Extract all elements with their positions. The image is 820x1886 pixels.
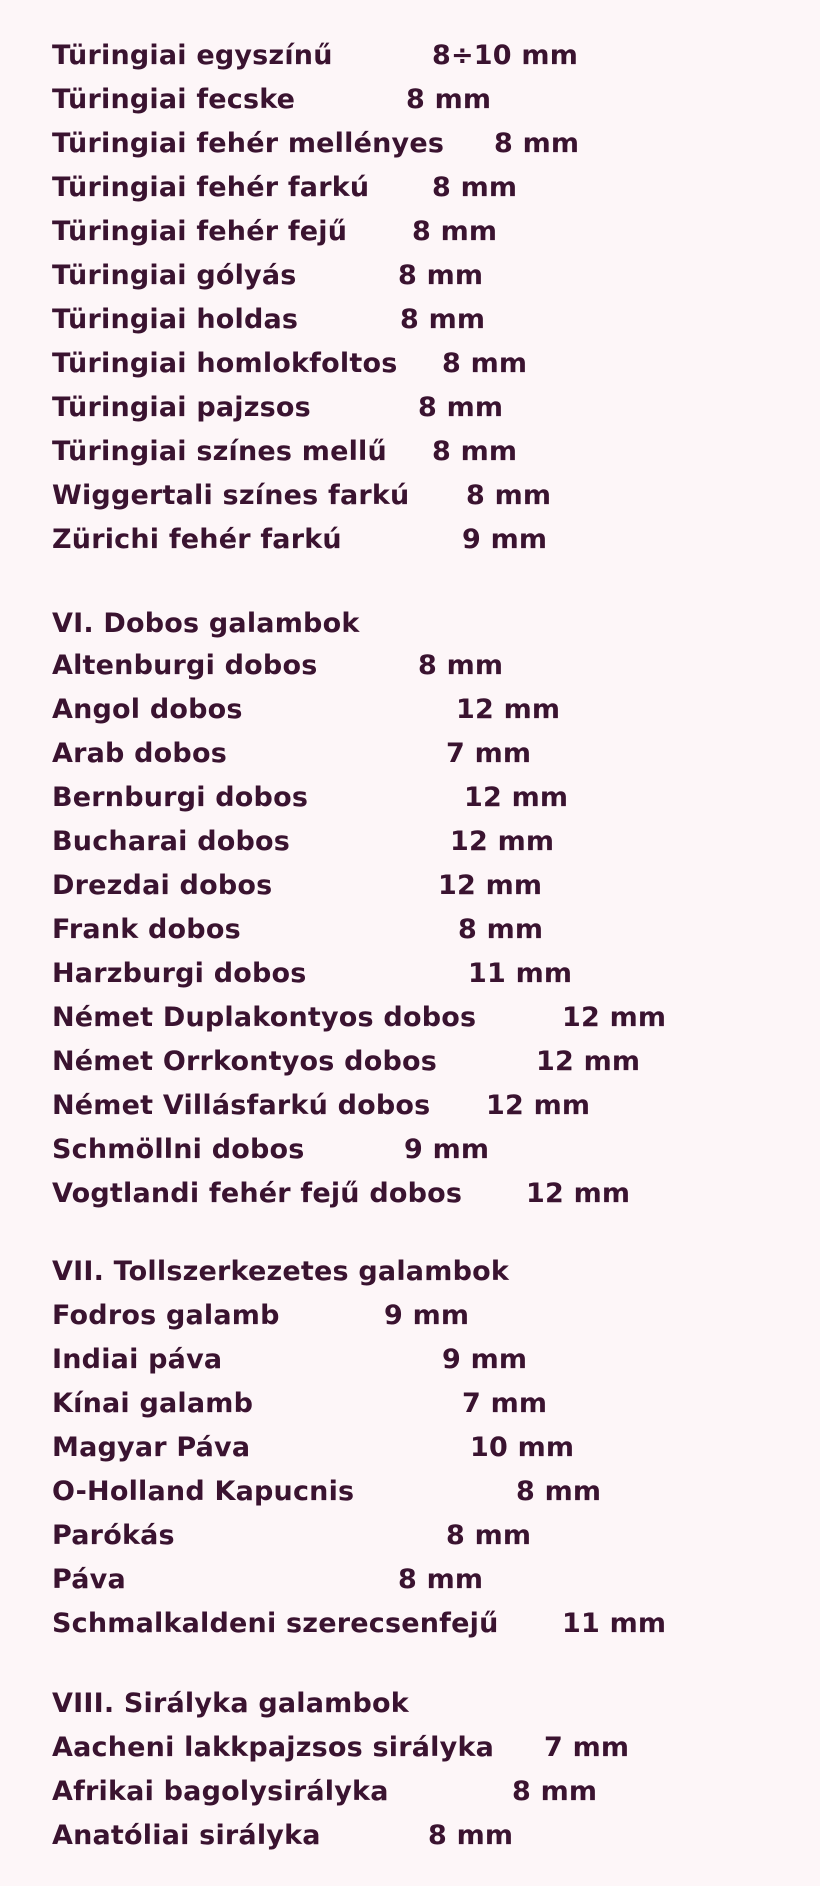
- ring-size: 9 mm: [442, 1344, 528, 1375]
- breed-name: Magyar Páva: [52, 1432, 251, 1463]
- breed-name: Türingiai fecske: [52, 84, 296, 115]
- ring-size: 8 mm: [432, 436, 518, 467]
- breed-name: Parókás: [52, 1520, 175, 1551]
- breed-name: Türingiai fehér mellényes: [52, 128, 445, 159]
- breed-name: Türingiai fehér fejű: [52, 216, 348, 247]
- breed-name: Német Villásfarkú dobos: [52, 1090, 431, 1121]
- breed-name: Anatóliai sirályka: [52, 1820, 321, 1851]
- breed-name: Kínai galamb: [52, 1388, 254, 1419]
- ring-size: 12 mm: [456, 694, 561, 725]
- ring-size: 9 mm: [384, 1300, 470, 1331]
- breed-name: Afrikai bagolysirályka: [52, 1776, 389, 1807]
- breed-name: Vogtlandi fehér fejű dobos: [52, 1178, 463, 1209]
- breed-name: Türingiai egyszínű: [52, 40, 333, 71]
- breed-name: Wiggertali színes farkú: [52, 480, 410, 511]
- ring-size: 8 mm: [428, 1820, 514, 1851]
- ring-size: 8 mm: [446, 1520, 532, 1551]
- ring-size: 11 mm: [468, 958, 573, 989]
- ring-size: 9 mm: [404, 1134, 490, 1165]
- ring-size: 8 mm: [516, 1476, 602, 1507]
- breed-name: Schmalkaldeni szerecsenfejű: [52, 1608, 499, 1639]
- section-heading: VIII. Sirályka galambok: [52, 1688, 409, 1719]
- breed-name: Türingiai pajzsos: [52, 392, 311, 423]
- breed-name: Drezdai dobos: [52, 870, 273, 901]
- breed-name: Schmöllni dobos: [52, 1134, 305, 1165]
- ring-size: 8 mm: [494, 128, 580, 159]
- breed-name: Indiai páva: [52, 1344, 223, 1375]
- ring-size: 12 mm: [486, 1090, 591, 1121]
- ring-size: 10 mm: [470, 1432, 575, 1463]
- section-heading: VII. Tollszerkezetes galambok: [52, 1256, 509, 1287]
- breed-name: Frank dobos: [52, 914, 241, 945]
- ring-size: 8 mm: [418, 650, 504, 681]
- ring-size: 11 mm: [562, 1608, 667, 1639]
- breed-name: Német Orrkontyos dobos: [52, 1046, 437, 1077]
- ring-size: 8 mm: [442, 348, 528, 379]
- ring-size: 12 mm: [450, 826, 555, 857]
- ring-size: 8÷10 mm: [432, 40, 579, 71]
- ring-size: 8 mm: [400, 304, 486, 335]
- breed-name: Zürichi fehér farkú: [52, 524, 342, 555]
- breed-name: Arab dobos: [52, 738, 227, 769]
- breed-name: Harzburgi dobos: [52, 958, 307, 989]
- breed-name: Türingiai gólyás: [52, 260, 297, 291]
- breed-name: Altenburgi dobos: [52, 650, 318, 681]
- ring-size: 7 mm: [462, 1388, 548, 1419]
- section-heading: VI. Dobos galambok: [52, 608, 360, 639]
- ring-size: 8 mm: [458, 914, 544, 945]
- list-item: [52, 40, 333, 72]
- breed-name: Türingiai homlokfoltos: [52, 348, 398, 379]
- breed-name: O-Holland Kapucnis: [52, 1476, 355, 1507]
- ring-size: 12 mm: [536, 1046, 641, 1077]
- breed-name: Páva: [52, 1564, 126, 1595]
- breed-name: Fodros galamb: [52, 1300, 280, 1331]
- ring-size: 8 mm: [398, 1564, 484, 1595]
- ring-size: 8 mm: [512, 1776, 598, 1807]
- ring-size: 9 mm: [462, 524, 548, 555]
- ring-size: 7 mm: [446, 738, 532, 769]
- breed-name: Türingiai színes mellű: [52, 436, 387, 467]
- ring-size: 8 mm: [398, 260, 484, 291]
- breed-name: Türingiai holdas: [52, 304, 299, 335]
- ring-size: 8 mm: [406, 84, 492, 115]
- breed-name: Aacheni lakkpajzsos sirályka: [52, 1732, 495, 1763]
- ring-size: 12 mm: [526, 1178, 631, 1209]
- breed-name: Bucharai dobos: [52, 826, 291, 857]
- ring-size: 8 mm: [432, 172, 518, 203]
- ring-size: 8 mm: [412, 216, 498, 247]
- breed-name: Türingiai fehér farkú: [52, 172, 370, 203]
- breed-name: Bernburgi dobos: [52, 782, 309, 813]
- ring-size: 12 mm: [562, 1002, 667, 1033]
- ring-size: 8 mm: [418, 392, 504, 423]
- ring-size: 12 mm: [464, 782, 569, 813]
- ring-size: 12 mm: [438, 870, 543, 901]
- ring-size: 7 mm: [544, 1732, 630, 1763]
- breed-name: Angol dobos: [52, 694, 243, 725]
- ring-size: 8 mm: [466, 480, 552, 511]
- breed-name: Német Duplakontyos dobos: [52, 1002, 477, 1033]
